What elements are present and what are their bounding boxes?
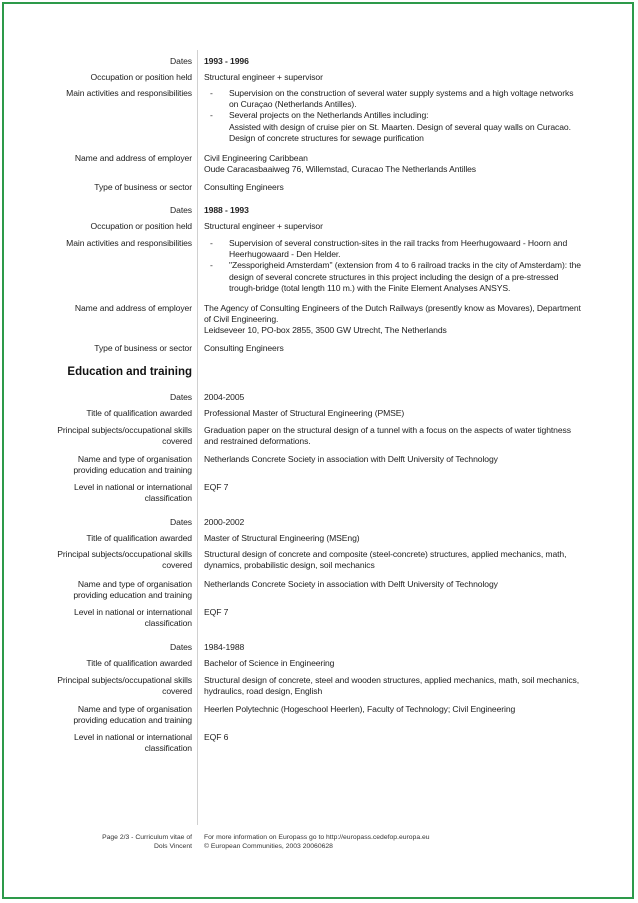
work-2-dates: 1988 - 1993 (204, 205, 249, 215)
label-business: Type of business or sector (94, 182, 192, 192)
label-subjects: Principal subjects/occupational skills covered (57, 425, 192, 447)
section-heading: Education and training (67, 366, 192, 378)
footer-europass-info (204, 833, 524, 851)
edu-1-qualification: Professional Master of Structural Engineering (PMSE) (204, 408, 405, 418)
edu-1-dates: 2004-2005 (204, 392, 245, 402)
work-2-employer: The Agency of Consulting Engineers of the Dutch Railways (presently know as Movares), Department of Civil Engineering. Leidseveer 10, PO-box 2855, 3500 GW Utrecht, The Netherlands (204, 303, 581, 336)
work-1-business: Consulting Engineers (204, 182, 284, 192)
edu-2-subjects: Structural design of concrete and composite (steel-concrete) structures, applied mechanics, math, dynamics, probabilistic design, soil mechanics (204, 549, 567, 571)
label-business: Type of business or sector (94, 343, 192, 353)
label-level: Level in national or international classification (74, 607, 192, 629)
edu-3-qualification: Bachelor of Science in Engineering (204, 658, 335, 668)
footer-page-info: Page 2/3 - Curriculum vitae of Dols Vincent (102, 834, 192, 850)
work-2-occupation: Structural engineer + supervisor (204, 221, 323, 231)
label-level: Level in national or international classification (74, 732, 192, 754)
label-dates: Dates (170, 56, 192, 66)
label-dates: Dates (170, 517, 192, 527)
label-qualification: Title of qualification awarded (86, 658, 192, 668)
label-dates: Dates (170, 642, 192, 652)
label-dates: Dates (170, 205, 192, 215)
label-occupation: Occupation or position held (90, 72, 192, 82)
edu-3-dates: 1984-1988 (204, 642, 245, 652)
edu-2-level: EQF 7 (204, 607, 229, 617)
work-2-activities (204, 238, 604, 294)
edu-2-qualification: Master of Structural Engineering (MSEng) (204, 533, 360, 543)
label-qualification: Title of qualification awarded (86, 408, 192, 418)
label-organisation: Name and type of organisation providing education and training (73, 579, 192, 601)
edu-3-level: EQF 6 (204, 732, 229, 742)
list-item: - "Zessporigheid Amsterdam" (extension from 4 to 6 railroad tracks in the city of Amsterdam): the design of several concrete structures in this project including the design of a pre-stressed trough-bridge (total length 110 m.) with the Finite Element Analyses ANSYS. (210, 260, 581, 293)
label-subjects: Principal subjects/occupational skills covered (57, 549, 192, 571)
edu-3-subjects: Structural design of concrete, steel and wooden structures, applied mechanics, math, soil mechanics, hydraulics, road design, English (204, 675, 580, 697)
work-1-dates: 1993 - 1996 (204, 56, 249, 66)
label-qualification: Title of qualification awarded (86, 533, 192, 543)
edu-3-organisation: Heerlen Polytechnic (Hogeschool Heerlen), Faculty of Technology; Civil Engineering (204, 704, 516, 714)
work-1-employer: Civil Engineering Caribbean Oude Caracasbaaiweg 76, Willemstad, Curacao The Netherlands Antilles (204, 153, 477, 175)
footer-copyright: © European Communities, 2003 20060628 (204, 843, 333, 850)
label-employer: Name and address of employer (74, 153, 192, 163)
work-1-activities (204, 88, 604, 144)
label-employer: Name and address of employer (74, 303, 192, 313)
list-item: - Supervision of several construction-sites in the rail tracks from Heerhugowaard - Hoorn and Heerhugowaard - Den Helder. (210, 238, 568, 260)
edu-1-organisation: Netherlands Concrete Society in association with Delft University of Technology (204, 454, 498, 464)
label-organisation: Name and type of organisation providing education and training (73, 454, 192, 476)
edu-1-level: EQF 7 (204, 482, 229, 492)
list-item: - Supervision on the construction of several water supply systems and a high voltage networks on Curaçao (Netherlands Antilles). (210, 88, 574, 110)
edu-2-dates: 2000-2002 (204, 517, 245, 527)
list-item: - Several projects on the Netherlands Antilles including: Assisted with design of cruise pier on St. Maarten. Design of several quay walls on Curacao. Design of concrete structures for sewage purification (210, 110, 571, 143)
footer-link[interactable]: For more information on Europass go to http://europass.cedefop.europa.eu (204, 834, 430, 841)
column-divider (197, 50, 198, 825)
work-1-occupation: Structural engineer + supervisor (204, 72, 323, 82)
edu-2-organisation: Netherlands Concrete Society in association with Delft University of Technology (204, 579, 498, 589)
label-organisation: Name and type of organisation providing education and training (73, 704, 192, 726)
work-2-business: Consulting Engineers (204, 343, 284, 353)
label-occupation: Occupation or position held (90, 221, 192, 231)
label-activities: Main activities and responsibilities (66, 88, 192, 98)
label-activities: Main activities and responsibilities (66, 238, 192, 248)
edu-1-subjects: Graduation paper on the structural design of a tunnel with a focus on the aspects of water tightness and restrained deformations. (204, 425, 571, 447)
label-dates: Dates (170, 392, 192, 402)
label-subjects: Principal subjects/occupational skills covered (57, 675, 192, 697)
label-level: Level in national or international classification (74, 482, 192, 504)
